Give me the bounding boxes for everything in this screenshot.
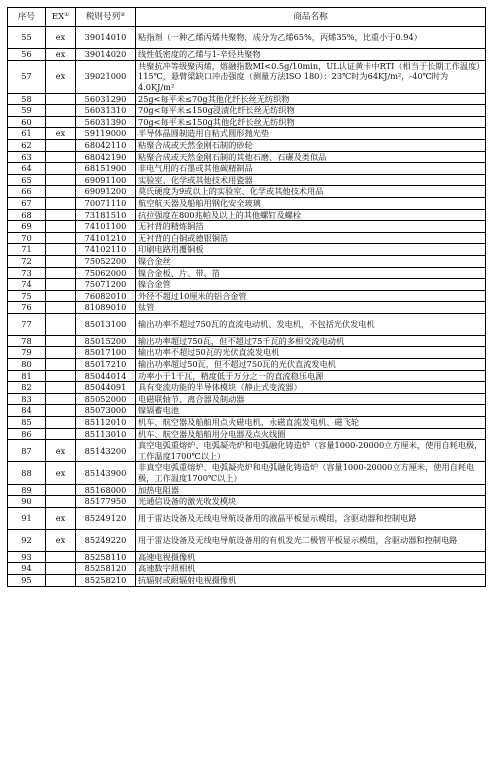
- table-row: [8, 197, 486, 209]
- table-row: [8, 313, 486, 335]
- code-cell: 76082010: [76, 290, 136, 302]
- ex-cell: [46, 139, 76, 151]
- table-row: [8, 529, 486, 551]
- seq-cell: 68: [8, 209, 46, 221]
- ex-cell: ex: [46, 462, 76, 484]
- name-cell: 用于雷达设备及无线电导航设备用的液晶平板显示模组，含驱动器和控制电路: [136, 507, 486, 529]
- table-row: [8, 186, 486, 198]
- seq-cell: 85: [8, 417, 46, 429]
- name-cell: 镍镉蓄电池: [136, 405, 486, 417]
- table-row: [8, 209, 486, 221]
- ex-cell: [46, 186, 76, 198]
- table-row: [8, 174, 486, 186]
- code-cell: 85143900: [76, 462, 136, 484]
- ex-cell: [46, 393, 76, 405]
- seq-cell: 72: [8, 255, 46, 267]
- header-ex-note: ①: [64, 11, 70, 18]
- seq-cell: 86: [8, 428, 46, 440]
- ex-cell: ex: [46, 507, 76, 529]
- name-cell: 用于雷达设备及无线电导航设备用的有机发光二极管平板显示模组，含驱动器和控制电路: [136, 529, 486, 551]
- ex-cell: [46, 267, 76, 279]
- ex-cell: ex: [46, 60, 76, 93]
- seq-cell: 64: [8, 163, 46, 175]
- seq-cell: 87: [8, 440, 46, 462]
- table-row: [8, 244, 486, 256]
- ex-cell: [46, 209, 76, 221]
- table-row: [8, 139, 486, 151]
- seq-cell: 60: [8, 116, 46, 128]
- code-cell: 85258110: [76, 551, 136, 563]
- table-row: [8, 359, 486, 371]
- code-cell: 56031290: [76, 93, 136, 105]
- ex-cell: [46, 302, 76, 314]
- name-cell: 非真空电弧重熔炉、电弧凝壳炉和电弧融化铸造炉（容量1000-20000立方厘米，使用自耗电极，工作温度1700℃以上）: [136, 462, 486, 484]
- name-cell: 外径不超过10厘米的铝合金管: [136, 290, 486, 302]
- name-cell: 输出功率不超过750瓦的直流电动机、发电机，不包括光伏发电机: [136, 313, 486, 335]
- code-cell: 85073000: [76, 405, 136, 417]
- header-name: 商品名称: [136, 8, 486, 27]
- ex-cell: [46, 359, 76, 371]
- seq-cell: 94: [8, 563, 46, 575]
- code-cell: 75052200: [76, 255, 136, 267]
- code-cell: 85044091: [76, 382, 136, 394]
- table-row: [8, 267, 486, 279]
- table-body: [8, 27, 486, 587]
- seq-cell: 69: [8, 221, 46, 233]
- name-cell: 共聚抗冲等级聚丙烯，熔融指数MI<0.5g/10min，UL认证黄卡中RTI（相当于长期工作温度）115℃，悬臂梁缺口冲击强度（测量方法ISO 180）：23℃时为64KJ/m²，-40℃时为4.0KJ/m²: [136, 60, 486, 93]
- name-cell: 非电气用的石墨或其他碳精制品: [136, 163, 486, 175]
- code-cell: 85017210: [76, 359, 136, 371]
- name-cell: 70g<每平米≤150g其他化纤长丝无纺织物: [136, 116, 486, 128]
- table-header-row: [8, 8, 486, 27]
- seq-cell: 79: [8, 347, 46, 359]
- table-row: [8, 507, 486, 529]
- code-cell: 85249220: [76, 529, 136, 551]
- table-row: [8, 60, 486, 93]
- ex-cell: [46, 484, 76, 496]
- name-cell: 镍合金板、片、带、箔: [136, 267, 486, 279]
- name-cell: 无衬背的精炼铜箔: [136, 221, 486, 233]
- ex-cell: [46, 496, 76, 508]
- code-cell: 85258120: [76, 563, 136, 575]
- name-cell: 粘聚合成或天然金刚石制的其他石磨、石碾及类似品: [136, 151, 486, 163]
- table-row: [8, 255, 486, 267]
- ex-cell: ex: [46, 27, 76, 49]
- ex-cell: [46, 244, 76, 256]
- table-row: [8, 440, 486, 462]
- seq-cell: 59: [8, 105, 46, 117]
- code-cell: 59119000: [76, 128, 136, 140]
- code-cell: 68042190: [76, 151, 136, 163]
- seq-cell: 61: [8, 128, 46, 140]
- header-seq: 序号: [8, 8, 46, 27]
- name-cell: 钛管: [136, 302, 486, 314]
- seq-cell: 82: [8, 382, 46, 394]
- seq-cell: 78: [8, 335, 46, 347]
- code-cell: 85258210: [76, 574, 136, 586]
- code-cell: 69091200: [76, 186, 136, 198]
- name-cell: 功率小于1千瓦，精度低于万分之一的直流稳压电源: [136, 370, 486, 382]
- ex-cell: [46, 563, 76, 575]
- name-cell: 印刷电路用覆铜板: [136, 244, 486, 256]
- code-cell: 85044014: [76, 370, 136, 382]
- table-row: [8, 382, 486, 394]
- ex-cell: [46, 428, 76, 440]
- table-row: [8, 302, 486, 314]
- name-cell: 粘指剂（一种乙烯丙烯共聚物，成分为乙烯65%，丙烯35%，比重小于0.94）: [136, 27, 486, 49]
- seq-cell: 92: [8, 529, 46, 551]
- name-cell: 电磁联轴节、离合器及制动器: [136, 393, 486, 405]
- table-row: [8, 163, 486, 175]
- code-cell: 85168000: [76, 484, 136, 496]
- seq-cell: 67: [8, 197, 46, 209]
- seq-cell: 81: [8, 370, 46, 382]
- ex-cell: [46, 163, 76, 175]
- table-row: [8, 393, 486, 405]
- code-cell: 39021000: [76, 60, 136, 93]
- seq-cell: 62: [8, 139, 46, 151]
- code-cell: 85017100: [76, 347, 136, 359]
- name-cell: 无衬背的白铜或德银铜箔: [136, 232, 486, 244]
- name-cell: 高速数字照相机: [136, 563, 486, 575]
- ex-cell: [46, 313, 76, 335]
- code-cell: 73181510: [76, 209, 136, 221]
- table-row: [8, 279, 486, 291]
- ex-cell: [46, 221, 76, 233]
- table-row: [8, 574, 486, 586]
- table-row: [8, 417, 486, 429]
- seq-cell: 88: [8, 462, 46, 484]
- code-cell: 85143200: [76, 440, 136, 462]
- table-row: [8, 484, 486, 496]
- table-row: [8, 116, 486, 128]
- name-cell: 抗辐射或耐辐射电视摄像机: [136, 574, 486, 586]
- ex-cell: [46, 174, 76, 186]
- name-cell: 具有变流功能的半导体模块（静止式变流器）: [136, 382, 486, 394]
- ex-cell: [46, 151, 76, 163]
- ex-cell: [46, 290, 76, 302]
- seq-cell: 74: [8, 279, 46, 291]
- name-cell: 输出功率不超过50瓦的光伏直流发电机: [136, 347, 486, 359]
- ex-cell: ex: [46, 128, 76, 140]
- seq-cell: 76: [8, 302, 46, 314]
- ex-cell: [46, 370, 76, 382]
- code-cell: 56031390: [76, 116, 136, 128]
- ex-cell: [46, 105, 76, 117]
- ex-cell: ex: [46, 49, 76, 61]
- name-cell: 光通信设备的激光收发模块: [136, 496, 486, 508]
- ex-cell: [46, 279, 76, 291]
- code-cell: 85013100: [76, 313, 136, 335]
- code-cell: 39014010: [76, 27, 136, 49]
- seq-cell: 93: [8, 551, 46, 563]
- seq-cell: 90: [8, 496, 46, 508]
- seq-cell: 80: [8, 359, 46, 371]
- code-cell: 75071200: [76, 279, 136, 291]
- table-row: [8, 563, 486, 575]
- header-code-label: 税则号列: [85, 11, 121, 22]
- name-cell: 真空电弧重熔炉、电弧凝壳炉和电弧融化铸造炉（容量1000-20000立方厘米，使用自耗电极，工作温度1700℃以上）: [136, 440, 486, 462]
- ex-cell: [46, 335, 76, 347]
- name-cell: 镍合金管: [136, 279, 486, 291]
- name-cell: 机车、航空器及船舶用点火磁电机，永磁直流发电机、磁飞轮: [136, 417, 486, 429]
- code-cell: 85112010: [76, 417, 136, 429]
- ex-cell: ex: [46, 529, 76, 551]
- table-row: [8, 290, 486, 302]
- name-cell: 线性低密度的乙烯与1-辛烃共聚物: [136, 49, 486, 61]
- table-row: [8, 128, 486, 140]
- name-cell: 加热电阻器: [136, 484, 486, 496]
- name-cell: 抗拉强度在800兆帕及以上的其他螺钉及螺栓: [136, 209, 486, 221]
- name-cell: 粘聚合成或天然金刚石制的砂轮: [136, 139, 486, 151]
- ex-cell: [46, 574, 76, 586]
- table-row: [8, 93, 486, 105]
- seq-cell: 91: [8, 507, 46, 529]
- seq-cell: 73: [8, 267, 46, 279]
- code-cell: 85177950: [76, 496, 136, 508]
- table-row: [8, 551, 486, 563]
- name-cell: 25g<每平米≤70g其他化纤长丝无纺织物: [136, 93, 486, 105]
- ex-cell: [46, 551, 76, 563]
- ex-cell: [46, 382, 76, 394]
- code-cell: 56031310: [76, 105, 136, 117]
- table-row: [8, 370, 486, 382]
- seq-cell: 71: [8, 244, 46, 256]
- ex-cell: [46, 93, 76, 105]
- table-row: [8, 428, 486, 440]
- seq-cell: 89: [8, 484, 46, 496]
- seq-cell: 55: [8, 27, 46, 49]
- table-row: [8, 221, 486, 233]
- table-row: [8, 232, 486, 244]
- seq-cell: 57: [8, 60, 46, 93]
- table-row: [8, 496, 486, 508]
- ex-cell: ex: [46, 440, 76, 462]
- code-cell: 85052000: [76, 393, 136, 405]
- ex-cell: [46, 116, 76, 128]
- header-code: [76, 8, 136, 27]
- header-code-note: ②: [120, 11, 126, 18]
- name-cell: 70g<每平米≤150g浸渍化纤长丝无纺织物: [136, 105, 486, 117]
- ex-cell: [46, 417, 76, 429]
- code-cell: 74102110: [76, 244, 136, 256]
- code-cell: 75062000: [76, 267, 136, 279]
- code-cell: 69091100: [76, 174, 136, 186]
- name-cell: 镍合金丝: [136, 255, 486, 267]
- table-row: [8, 462, 486, 484]
- seq-cell: 83: [8, 393, 46, 405]
- code-cell: 85249120: [76, 507, 136, 529]
- code-cell: 85015200: [76, 335, 136, 347]
- name-cell: 输出功率超过750瓦，但不超过75千瓦的多相交流电动机: [136, 335, 486, 347]
- tariff-table: [7, 7, 486, 587]
- ex-cell: [46, 232, 76, 244]
- code-cell: 85113010: [76, 428, 136, 440]
- code-cell: 81089010: [76, 302, 136, 314]
- ex-cell: [46, 255, 76, 267]
- seq-cell: 63: [8, 151, 46, 163]
- code-cell: 68042110: [76, 139, 136, 151]
- table-row: [8, 27, 486, 49]
- name-cell: 半导体晶圆制造用自粘式圆形抛光垫: [136, 128, 486, 140]
- table-row: [8, 347, 486, 359]
- table-row: [8, 151, 486, 163]
- seq-cell: 56: [8, 49, 46, 61]
- seq-cell: 58: [8, 93, 46, 105]
- seq-cell: 70: [8, 232, 46, 244]
- name-cell: 输出功率超过50瓦，但不超过750瓦的光伏直流发电机: [136, 359, 486, 371]
- seq-cell: 66: [8, 186, 46, 198]
- name-cell: 机车、航空器及船舶用分电器及点火线圈: [136, 428, 486, 440]
- code-cell: 70071110: [76, 197, 136, 209]
- table-row: [8, 49, 486, 61]
- seq-cell: 84: [8, 405, 46, 417]
- name-cell: 高速电视摄像机: [136, 551, 486, 563]
- header-ex-label: EX: [51, 11, 65, 22]
- name-cell: 航空航天器及船舶用钢化安全玻璃: [136, 197, 486, 209]
- name-cell: 实验室、化学或其他技术用瓷器: [136, 174, 486, 186]
- table-row: [8, 105, 486, 117]
- ex-cell: [46, 347, 76, 359]
- table-row: [8, 405, 486, 417]
- seq-cell: 75: [8, 290, 46, 302]
- ex-cell: [46, 405, 76, 417]
- header-ex: [46, 8, 76, 27]
- seq-cell: 65: [8, 174, 46, 186]
- name-cell: 莫氏硬度为9或以上的实验室、化学或其他技术用品: [136, 186, 486, 198]
- table-row: [8, 335, 486, 347]
- seq-cell: 95: [8, 574, 46, 586]
- seq-cell: 77: [8, 313, 46, 335]
- code-cell: 74101210: [76, 232, 136, 244]
- code-cell: 68151900: [76, 163, 136, 175]
- code-cell: 74101100: [76, 221, 136, 233]
- ex-cell: [46, 197, 76, 209]
- code-cell: 39014020: [76, 49, 136, 61]
